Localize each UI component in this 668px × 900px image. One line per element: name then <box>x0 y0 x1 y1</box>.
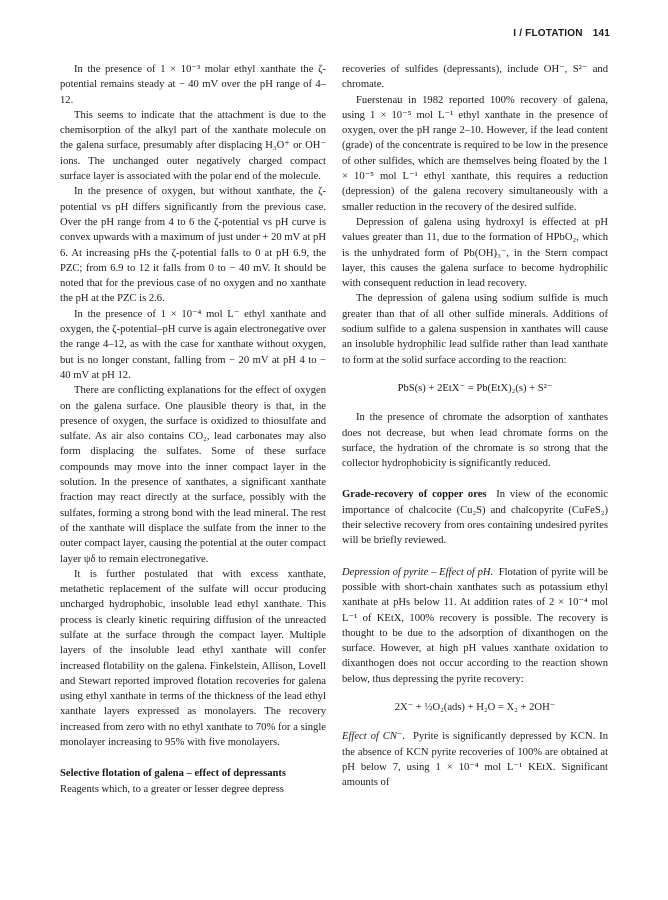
section-heading-text: Selective flotation of galena – effect of depressants <box>60 768 287 780</box>
subsection-paragraph <box>342 729 608 790</box>
subsection-heading: Depression of pyrite – Effect of pH. <box>342 566 494 578</box>
paragraph: Reagents which, to a greater or lesser degree depress <box>60 783 284 795</box>
subsection-paragraph <box>342 565 608 687</box>
paragraph: This seems to indicate that the attachment is due to the chemisorption of the alkyl part of the xanthate molecule on the galena surface, presumably after displacing H₃O⁺ or OH⁻ ions. The unchanged outer negatively charged compact surface layer is associated with the polar end of the molecule. <box>60 109 326 183</box>
running-header <box>513 28 610 39</box>
paragraph: In the presence of chromate the adsorption of xanthates does not decrease, but when lead chromate forms on the surface, the hydration of the chromate is so strong that the collector hydrophobicity is significantly reduced. <box>342 412 608 470</box>
section-heading <box>60 766 326 781</box>
section-text: In view of the economic importance of chalcocite (Cu₂S) and chalcopyrite (CuFeS₂) their selective recovery from ores containing undesired pyrites will be briefly reviewed. <box>342 489 609 547</box>
paragraph: In the presence of 1 × 10⁻⁴ mol L⁻ ethyl xanthate and oxygen, the ζ-potential–pH curve is again electronegative over the range 4–12, as with the case for xanthate without oxygen, but is no longer constant, falling from − 20 mV at pH 4 to − 40 mV at pH 12. <box>60 308 326 381</box>
paragraph: It is further postulated that with excess xanthate, metathetic replacement of the sulfate will occur producing uncharged hydrophobic, insoluble lead ethyl xanthate. This process is clearly kinetic requiring diffusion of the unreacted sulfate at the surface through the compact layer. Multiple layers of the insoluble lead ethyl xanthate will confer increased flotability on the galena. Finkelstein, Allison, Lovell and Stewart reported improved flotation recoveries for galena using ethyl xanthate in terms of the thickness of the lead ethyl xanthate layers expressed as monolayers. The recovery increased from zero with no ethyl xanthate to 70% for a single monolayer increasing to 95% with five monolayers. <box>60 568 326 749</box>
subsection-text: Pyrite is significantly depressed by KCN. In the absence of KCN pyrite recoveries of 100% are obtained at pH below 7, using 1 × 10⁻⁴ mol L⁻¹ KEtX. Significant amounts of <box>342 731 608 789</box>
subsection-heading: Effect of CN⁻. <box>342 731 406 743</box>
paragraph: In the presence of 1 × 10⁻³ molar ethyl xanthate the ζ-potential remains steady at − 40 mV over the pH range of 4–12. <box>60 64 326 106</box>
section-title: I / FLOTATION <box>513 28 583 39</box>
paragraph: Depression of galena using hydroxyl is effected at pH values greater than 11, due to the formation of HPbO₂, which is the unhydrated form of Pb(OH)₃⁻, in the Stern compact layer, this causes the galena surface to become hydrophilic with consequent reduction in lead recovery. <box>342 216 608 290</box>
right-column <box>342 62 608 790</box>
paragraph: There are conflicting explanations for the effect of oxygen on the galena surface. One plausible theory is that, in the presence of oxygen, the surface is oxidized to thiosulfate and sulfate. As air also contains CO₂, lead carbonates may also form displacing the sulfates. Some of these surface compounds may move into the inner compact layer in the solution. In the presence of xanthates, a significant xanthate fraction may react directly at the surface, possibly with the sulfates, forming a strong bond with the lead mineral. The rest of the xanthate will displace the sulfate from the inner to the outer compact layer, causing the potential at the outer compact layer ψδ to remain electronegative. <box>60 385 326 565</box>
subsection-text: Flotation of pyrite will be possible with short-chain xanthates such as potassium ethyl xanthate at pHs below 11. At addition rates of 2 × 10⁻⁴ mol L⁻¹ of KEtX, 100% recovery is possible. The recovery is thought to be due to the adsorption of dixanthogen on the surface. However, at high pH values xanthate oxidation to dixanthogen does not occur according to the reaction shown below, thus depressing the pyrite recovery: <box>342 566 608 685</box>
paragraph: recoveries of sulfides (depressants), include OH⁻, S²⁻ and chromate. <box>342 64 608 91</box>
equation: 2X⁻ + ½O₂(ads) + H₂O = X₂ + 2OH⁻ <box>394 701 556 713</box>
paragraph: In the presence of oxygen, but without xanthate, the ζ-potential vs pH differs significantly from the previous case. Over the pH range from 4 to 6 the ζ-potential vs pH curve is convex upwards with a maximum of just under + 20 mV at pH 6. At increasing pHs the ζ-potential falls to 0 at pH 6.9, the PZC; from 6.9 to 12 it falls from 0 to − 40 mV. It should be noted that for the previous case of no oxygen and no xanthate the pH at the PZC is 2.6. <box>60 186 326 305</box>
section-heading: Grade-recovery of copper ores <box>342 489 487 501</box>
equation: PbS(s) + 2EtX⁻ = Pb(EtX)₂(s) + S²⁻ <box>397 382 553 394</box>
paragraph: The depression of galena using sodium sulfide is much greater than that of all other sulfide minerals. Additions of sodium sulfide to a galena suspension in xanthates will cause an insoluble hydrophilic lead sulfide rather than lead xanthate to form at the solid surface according to the reaction: <box>342 293 608 366</box>
paragraph: Fuerstenau in 1982 reported 100% recovery of galena, using 1 × 10⁻⁵ mol L⁻¹ ethyl xanthate in the presence of oxygen, over the pH range 2–10. However, if the lead content (grade) of the concentrate is required to be low in the presence of other sulfides, which are themselves being floated by the 1 × 10⁻⁵ mol L⁻¹ ethyl xanthate, this requires a reduction (depression) of the galena recovery simultaneously with a smaller reduction in the recovery of the desired sulfide. <box>342 94 608 213</box>
page-number: 141 <box>592 28 610 39</box>
left-column <box>60 62 326 797</box>
section-paragraph <box>342 487 608 548</box>
